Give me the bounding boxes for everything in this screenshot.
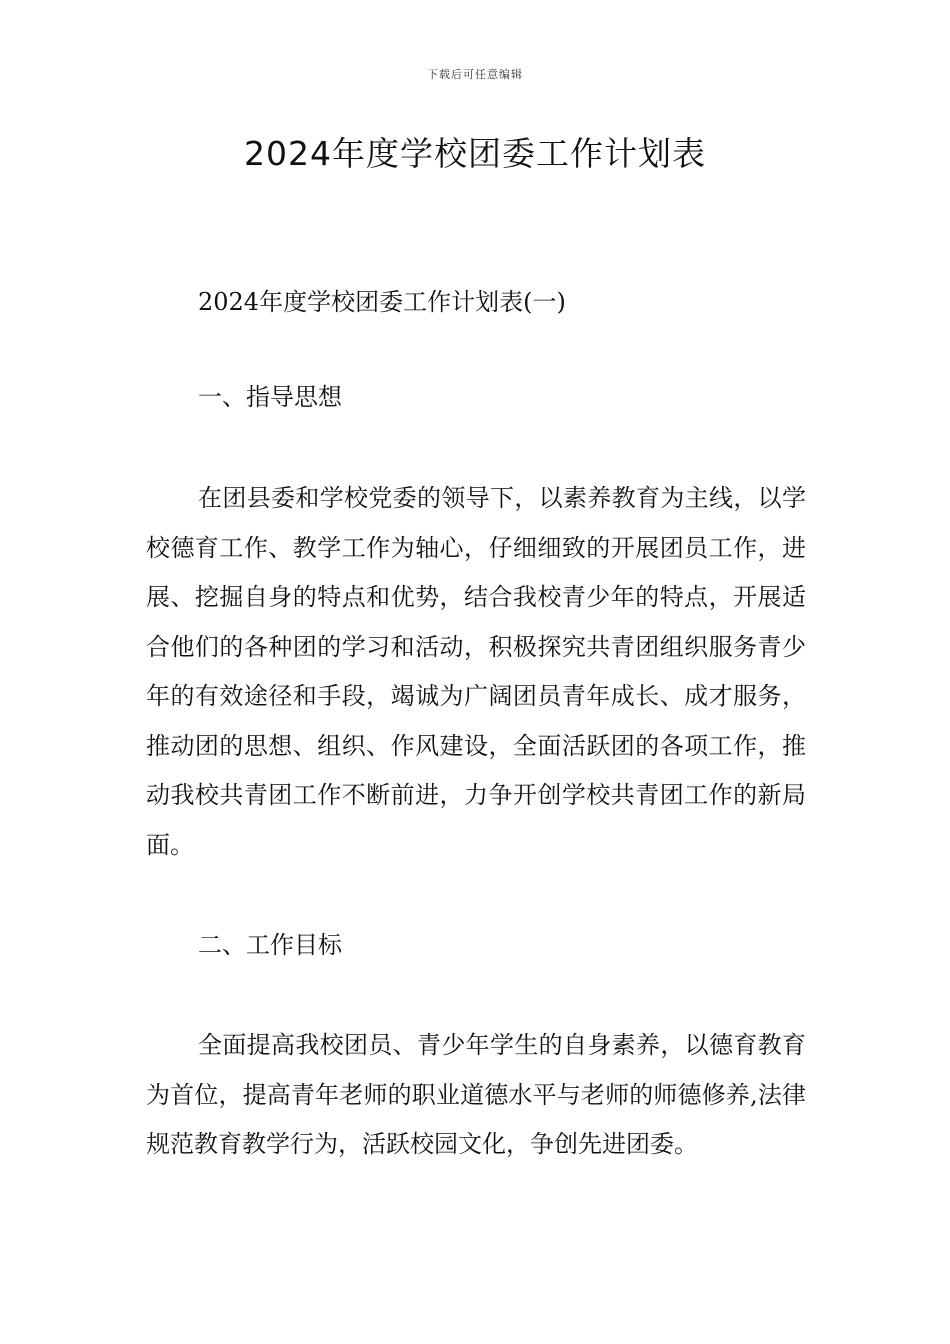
section-heading-guiding-ideology: 一、指导思想 xyxy=(198,383,342,411)
section-paragraph-work-goals: 全面提高我校团员、青少年学生的自身素养，以德育教育为首位，提高青年老师的职业道德水平与老师的师德修养,法律规范教育教学行为，活跃校园文化，争创先进团委。 xyxy=(146,1031,806,1158)
section-heading-work-goals: 二、工作目标 xyxy=(198,931,342,959)
document-subtitle: 2024年度学校团委工作计划表(一) xyxy=(198,288,566,316)
section-paragraph-guiding-ideology: 在团县委和学校党委的领导下，以素养教育为主线，以学校德育工作、教学工作为轴心，仔细细致的开展团员工作，进展、挖掘自身的特点和优势，结合我校青少年的特点，开展适合他们的各种团的学习和活动，积极探究共青团组织服务青少年的有效途径和手段，竭诚为广阔团员青年成长、成才服务，推动团的思想、组织、作风建设，全面活跃团的各项工作，推动我校共青团工作不断前进，力争开创学校共青团工作的新局面。 xyxy=(146,484,806,859)
document-title: 2024年度学校团委工作计划表 xyxy=(244,134,706,173)
header-note: 下载后可任意编辑 xyxy=(427,68,523,81)
